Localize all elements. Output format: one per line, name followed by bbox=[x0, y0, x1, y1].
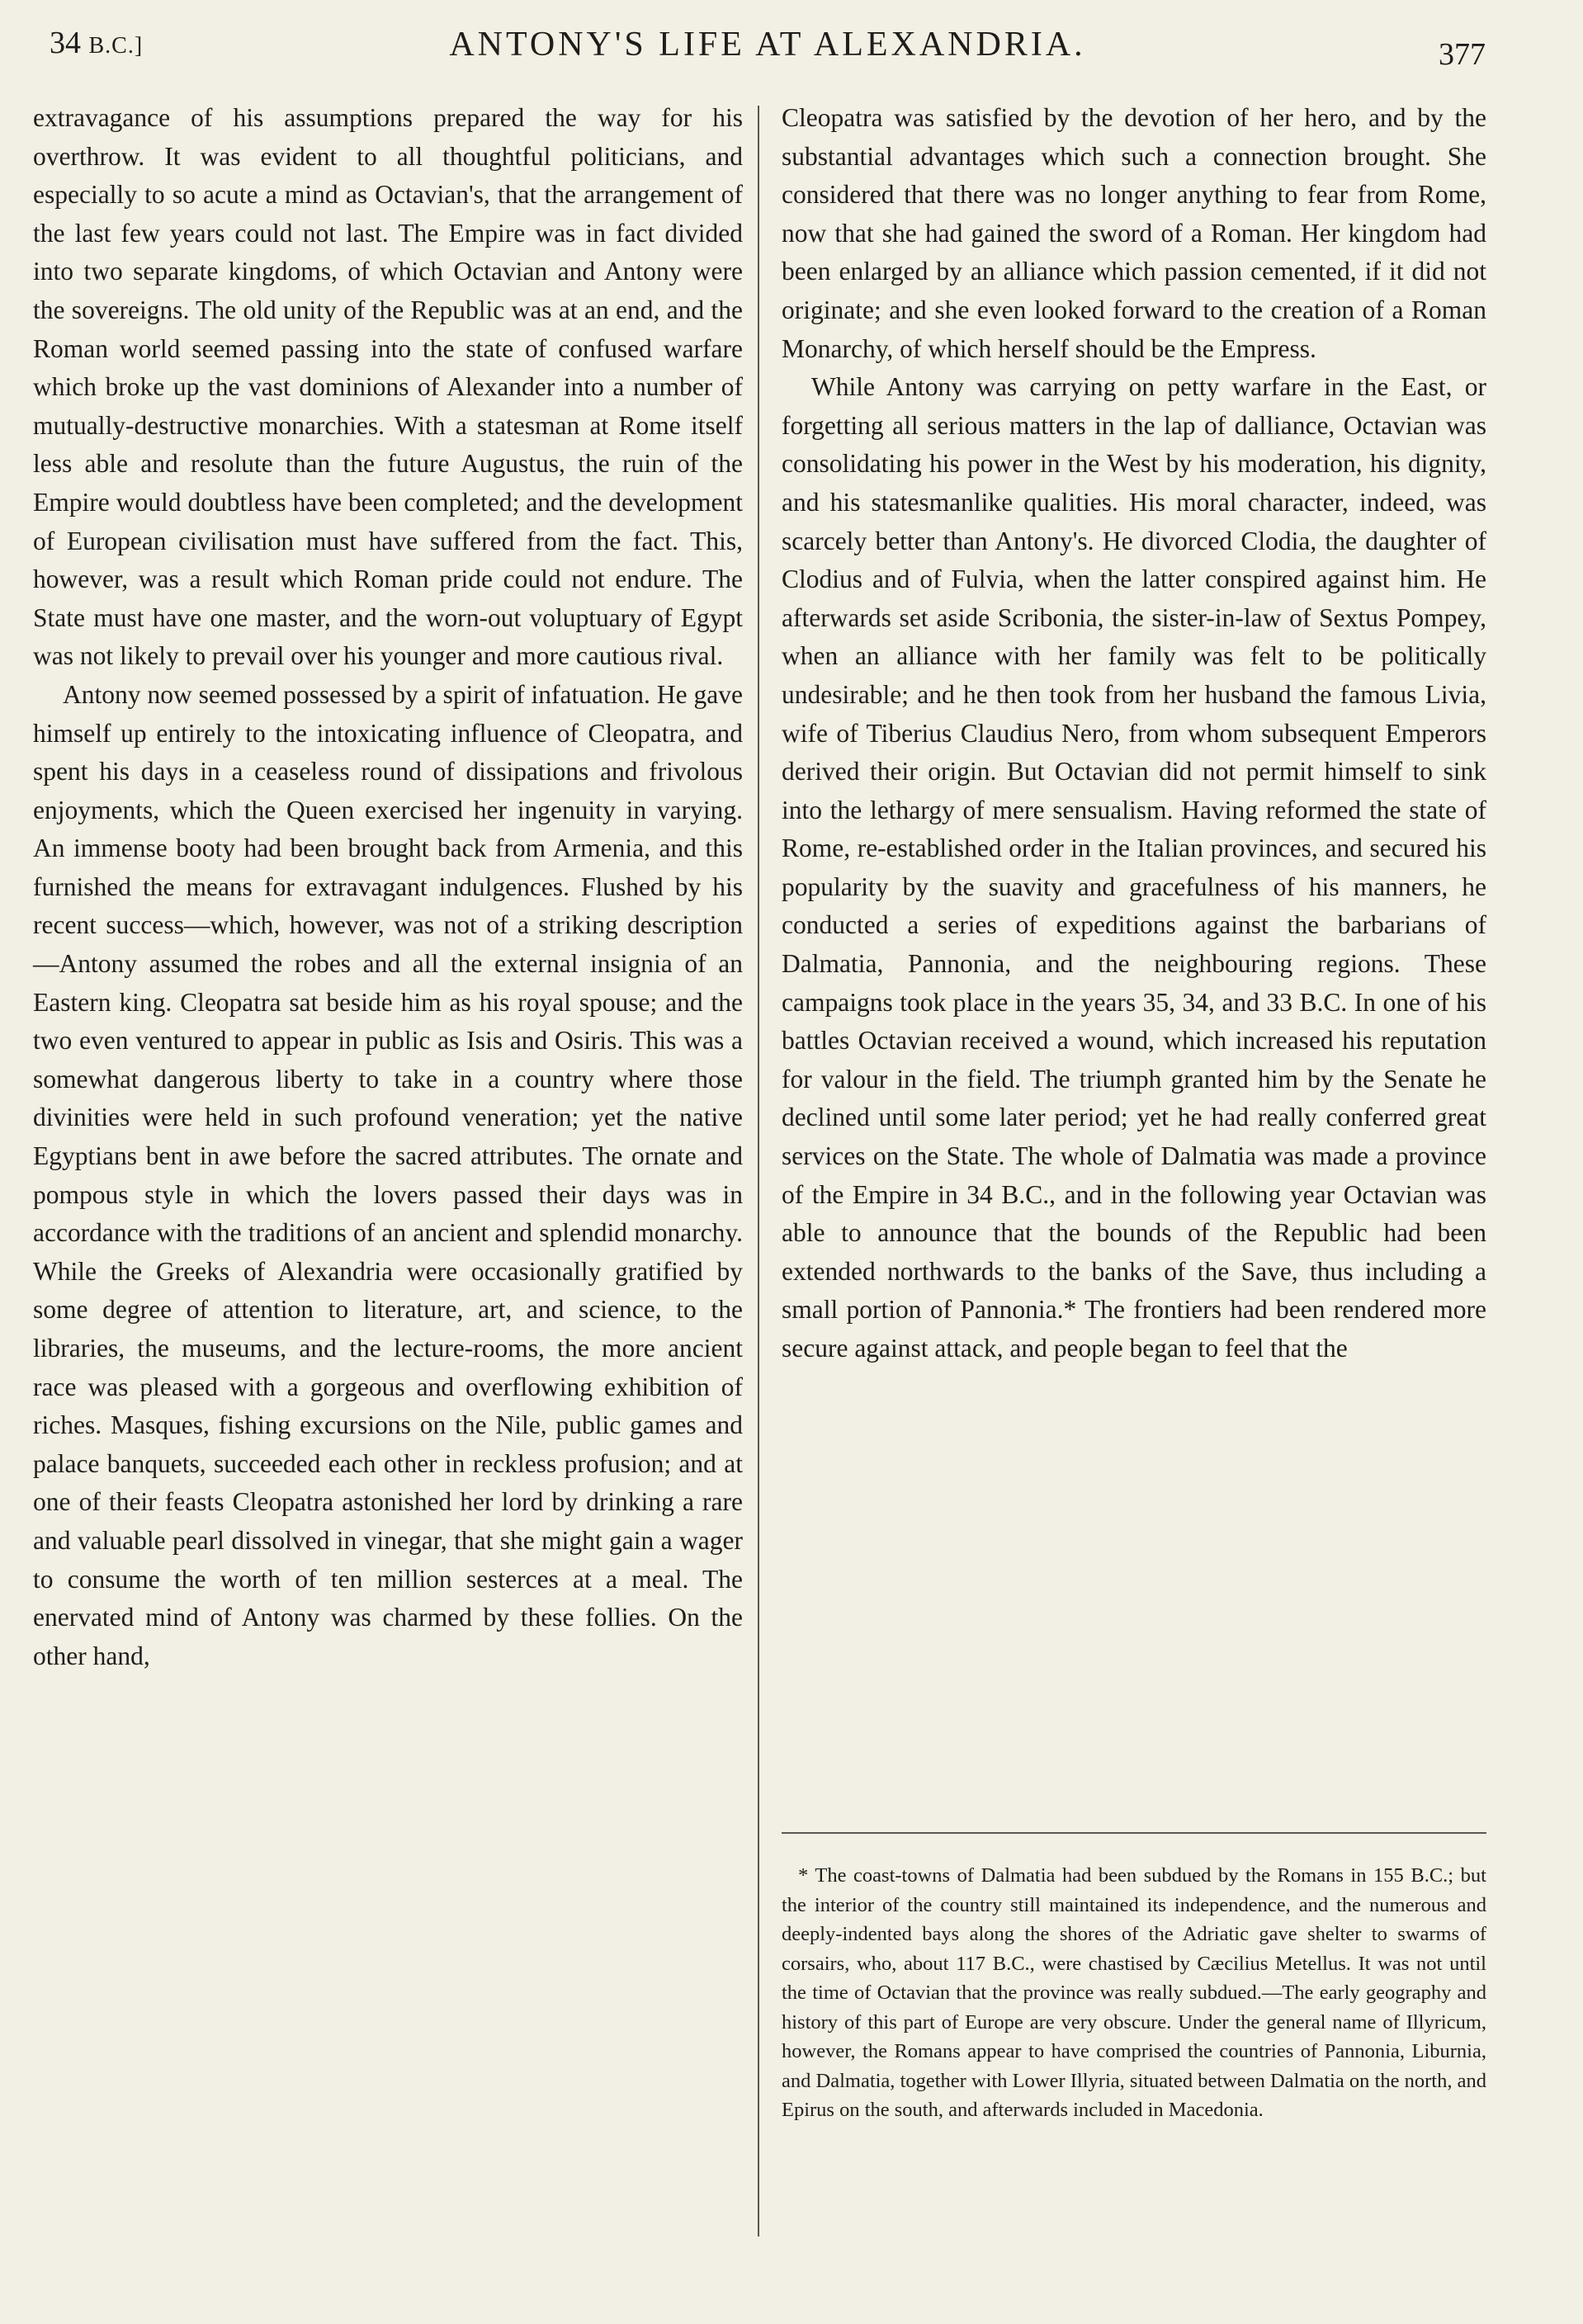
paragraph: While Antony was carrying on petty warfare in the East, or forgetting all serious matters in the lap of dalliance, Octavian was consolidating his power in the West by his moderation, his dignity, and his statesmanlike qualities. His moral character, indeed, was scarcely better than Antony's. He divorced Clodia, the daughter of Clodius and of Fulvia, when the latter conspired against him. He afterwards set aside Scribonia, the sister-in-law of Sextus Pompey, when an alliance with her family was felt to be politically undesirable; and he then took from her husband the famous Livia, wife of Tiberius Claudius Nero, from whom subsequent Emperors derived their origin. But Octavian did not permit himself to sink into the lethargy of mere sensualism. Having reformed the state of Rome, re-established order in the Italian provinces, and secured his popularity by the suavity and gracefulness of his manners, he conducted a series of expeditions against the barbarians of Dalmatia, Pannonia, and the neighbouring regions. These campaigns took place in the years 35, 34, and 33 B.C. In one of his battles Octavian received a wound, which increased his reputation for valour in the field. The triumph granted him by the Senate he declined until some later period; yet he had really conferred great services on the State. The whole of Dalmatia was made a province of the Empire in 34 B.C., and in the following year Octavian was able to announce that the bounds of the Republic had been extended northwards to the banks of the Save, thus including a small portion of Pannonia.* The frontiers had been rendered more secure against attack, and people began to feel that the bbox=[782, 372, 1486, 1363]
page-title: ANTONY'S LIFE AT ALEXANDRIA. bbox=[449, 26, 1086, 64]
page-number: 377 bbox=[1439, 37, 1486, 72]
paragraph: Antony now seemed possessed by a spirit of infatuation. He gave himself up entirely to the intoxicating influence of Cleopatra, and spent his days in a ceaseless round of dissipations and frivolous enjoyments, which the Queen exercised her ingenuity in varying. An immense booty had been brought back from Armenia, and this furnished the means for extravagant indulgences. Flushed by his recent success—which, however, was not of a striking description—Antony assumed the robes and all the external insignia of an Eastern king. Cleopatra sat beside him as his royal spouse; and the two even ventured to appear in public as Isis and Osiris. This was a somewhat dangerous liberty to take in a country where those divinities were held in such profound veneration; yet the native Egyptians bent in awe before the sacred attributes. The ornate and pompous style in which the lovers passed their days was in accordance with the traditions of an ancient and splendid monarchy. While the Greeks of Alexandria were occasionally gratified by some degree of attention to literature, art, and science, to the libraries, the museums, and the lecture-rooms, the more ancient race was pleased with a gorgeous and overflowing exhibition of riches. Masques, fishing excursions on the Nile, public games and palace banquets, succeeded each other in reckless profusion; and at one of their feasts Cleopatra astonished her lord by drinking a rare and valuable pearl dissolved in vinegar, that she might gain a wager to consume the worth of ten million sesterces at a meal. The enervated mind of Antony was charmed by these follies. On the other hand, bbox=[33, 679, 743, 1670]
paragraph: extravagance of his assumptions prepared the way for his overthrow. It was evident to all thoughtful politicians, and especially to so acute a mind as Octavian's, that the arrangement of the last few years could not last. The Empire was in fact divided into two separate kingdoms, of which Octavian and Antony were the sovereigns. The old unity of the Republic was at an end, and the Roman world seemed passing into the state of confused warfare which broke up the vast dominions of Alexander into a number of mutually-destructive monarchies. With a statesman at Rome itself less able and resolute than the future Augustus, the ruin of the Empire would doubtless have been completed; and the development of European civilisation must have suffered from the fact. This, however, was a result which Roman pride could not endure. The State must have one master, and the worn-out voluptuary of Egypt was not likely to prevail over his younger and more cautious rival. bbox=[33, 103, 743, 671]
right-column bbox=[782, 99, 1486, 1368]
footnote-text: * The coast-towns of Dalmatia had been subdued by the Romans in 155 B.C.; but the interior of the country still maintained its independence, and the numerous and deeply-indented bays along the shores of the Adriatic gave shelter to swarms of corsairs, who, about 117 B.C., were chastised by Cæcilius Metellus. It was not until the time of Octavian that the province was really subdued.—The early geography and history of this part of Europe are very obscure. Under the general name of Illyricum, however, the Romans appear to have comprised the countries of Pannonia, Liburnia, and Dalmatia, together with Lower Illyria, situated between Dalmatia on the north, and Epirus on the south, and afterwards included in Macedonia. bbox=[782, 1864, 1486, 2121]
column-divider bbox=[758, 106, 759, 2237]
header-era: B.C.] bbox=[88, 33, 144, 59]
header-year: 34 bbox=[50, 26, 81, 60]
running-header bbox=[50, 25, 1486, 74]
footnote bbox=[782, 1861, 1486, 2125]
footnote-rule bbox=[782, 1832, 1486, 1834]
left-column bbox=[33, 99, 743, 1675]
paragraph: Cleopatra was satisfied by the devotion of her hero, and by the substantial advantages which such a connection brought. She considered that there was no longer anything to fear from Rome, now that she had gained the sword of a Roman. Her kingdom had been enlarged by an alliance which passion cemented, if it did not originate; and she even looked forward to the creation of a Roman Monarchy, of which herself should be the Empress. bbox=[782, 103, 1486, 363]
